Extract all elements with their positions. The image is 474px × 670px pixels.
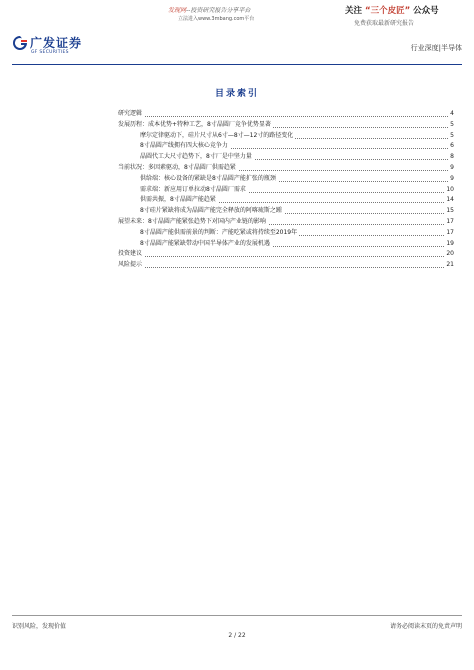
watermark-slogan: --投资研究报告分享平台	[186, 7, 251, 14]
toc-entry[interactable]	[118, 228, 454, 239]
toc-entry-title: 摩尔定律驱动下，硅片尺寸从6寸—8寸—12寸的路径变化	[140, 131, 295, 142]
footer-divider	[12, 615, 462, 616]
watermark-right-sub: 免费获取最新研究报告	[354, 20, 415, 27]
section-label: 行业深度|半导体	[410, 44, 462, 52]
header-divider	[12, 64, 462, 65]
toc-entry-title: 研究逻辑	[118, 109, 144, 120]
watermark-left	[168, 5, 250, 14]
watermark-url: 立法进入www.3mbang.com平台	[178, 16, 255, 22]
toc-entry-title: 当前状况：多因素驱动，8寸晶圆厂供需趋紧	[118, 163, 238, 174]
toc-entry-page: 10	[444, 185, 454, 196]
watermark-title-pre: 关注	[345, 6, 363, 16]
toc-leader-dots	[118, 267, 454, 268]
toc-entry-page: 8	[448, 152, 454, 163]
toc-entry-page: 19	[444, 239, 454, 250]
toc-entry-title: 发展历程：成本优势+特种工艺，8寸晶圆厂竞争优势显著	[118, 120, 273, 131]
toc-entry-title: 8寸硅片紧缺将成为晶圆产能完全释放的阿喀琉斯之踵	[140, 206, 284, 217]
footer-slogan: 识别风险，发现价值	[12, 623, 67, 630]
watermark-title-red: “三个皮匠”	[364, 6, 411, 16]
toc-entry[interactable]	[118, 141, 454, 152]
toc-entry-page: 5	[448, 131, 454, 142]
toc-entry[interactable]	[118, 120, 454, 131]
toc-entry-title: 供给端：核心设备的紧缺是8寸晶圆产能扩张的瓶颈	[140, 174, 278, 185]
toc-entry-title: 投资建议	[118, 249, 144, 260]
watermark-title-post: 公众号	[413, 6, 439, 16]
brand-logo-subtext: GF SECURITIES	[31, 50, 69, 55]
toc-entry-page: 5	[448, 120, 454, 131]
toc-entry[interactable]	[118, 131, 454, 142]
toc-entry[interactable]	[118, 152, 454, 163]
toc-entry-page: 21	[444, 260, 454, 271]
toc-entry[interactable]	[118, 260, 454, 271]
toc-list	[118, 109, 454, 271]
toc-entry-page: 4	[448, 109, 454, 120]
toc-entry[interactable]	[118, 109, 454, 120]
toc-entry-page: 9	[448, 163, 454, 174]
toc-entry-page: 17	[444, 228, 454, 239]
toc-entry[interactable]	[118, 185, 454, 196]
toc-leader-dots	[118, 116, 454, 117]
toc-entry-title: 8寸晶圆产能供需前景的判断：产能吃紧或将持续至2019年	[140, 228, 299, 239]
toc-entry[interactable]	[118, 217, 454, 228]
footer-disclaimer: 请务必阅读末页的免责声明	[389, 623, 462, 630]
toc-entry[interactable]	[118, 249, 454, 260]
toc-entry-page: 14	[444, 195, 454, 206]
watermark-right-title	[345, 4, 439, 16]
toc-entry-title: 需求端：新应用订单拉动8寸晶圆厂需求	[140, 185, 248, 196]
toc-entry-title: 8寸晶圆产能紧缺带动中国半导体产业的发展机遇	[140, 239, 272, 250]
toc-entry-title: 风险提示	[118, 260, 144, 271]
toc-entry-title: 晶圆代工大尺寸趋势下，8寸厂是中坚力量	[140, 152, 254, 163]
page-number: 2 / 22	[228, 632, 246, 639]
toc-entry-page: 17	[444, 217, 454, 228]
toc-entry-title: 展望未来：8寸晶圆产能紧张趋势下对国内产业链的影响	[118, 217, 268, 228]
toc-entry[interactable]	[118, 206, 454, 217]
watermark-brand: 发现网	[168, 7, 187, 14]
toc-entry-page: 6	[448, 141, 454, 152]
toc-leader-dots	[118, 256, 454, 257]
toc-entry[interactable]	[118, 163, 454, 174]
toc-entry-title: 8寸晶圆产线拥有四大核心竞争力	[140, 141, 230, 152]
toc-entry[interactable]	[118, 239, 454, 250]
toc-entry-page: 15	[444, 206, 454, 217]
brand-logo-text: 广发证券	[30, 36, 83, 50]
gf-logo-icon	[12, 35, 28, 51]
toc-entry[interactable]	[118, 195, 454, 206]
toc-entry-page: 20	[444, 249, 454, 260]
toc-entry-page: 9	[448, 174, 454, 185]
toc-entry-title: 供需共振，8寸晶圆产能趋紧	[140, 195, 218, 206]
toc-title: 目录索引	[214, 89, 259, 99]
toc-entry[interactable]	[118, 174, 454, 185]
